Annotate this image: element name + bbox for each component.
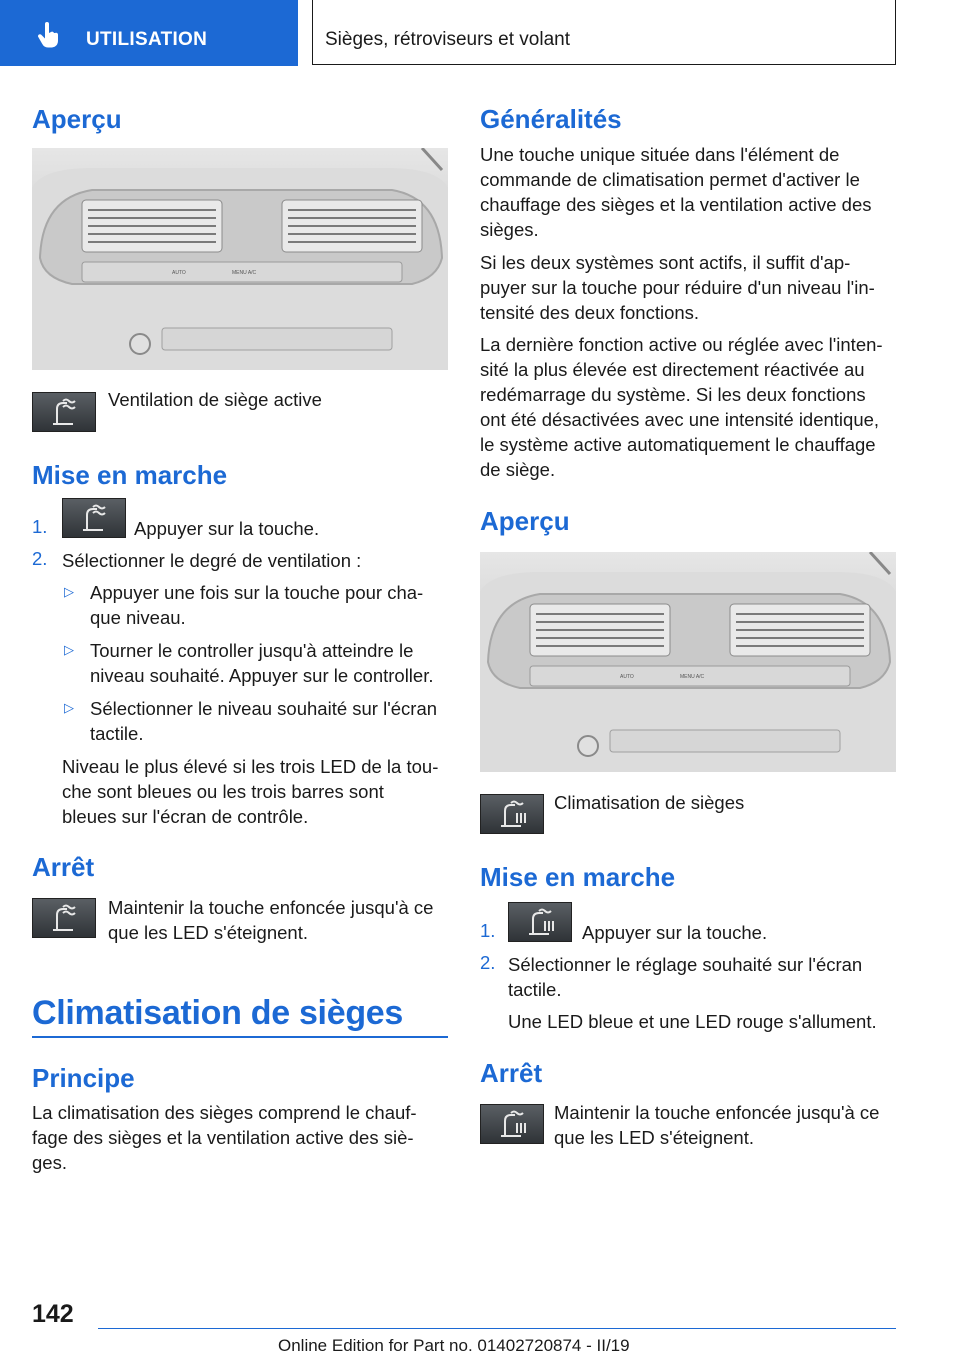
heading-arret-right: Arrêt [480, 1058, 543, 1088]
step2-text-right: Sélectionner le réglage souhaité sur l'écran tactile. [508, 954, 863, 1000]
step2-note-right: Une LED bleue et une LED rouge s'allument. [508, 1011, 877, 1032]
section-rule [32, 1036, 448, 1038]
bullet2-text: Tourner le controller jusqu'à atteindre le niveau souhaité. Appuyer sur le controller. [90, 640, 434, 686]
heading-mise-en-marche-left: Mise en marche [32, 460, 228, 490]
generalites-p1: Une touche unique située dans l'élément de commande de climatisation permet d'activer le chauffage des sièges et la ventilation active des sièges. [480, 144, 872, 240]
step2-text: Sélectionner le degré de ventilation : [62, 550, 362, 571]
footer-rule [98, 1328, 896, 1329]
seat-ventilation-icon [62, 498, 126, 538]
dashboard-photo-right [480, 552, 896, 772]
seat-ventilation-icon [32, 392, 96, 432]
chapter-label: Sièges, rétroviseurs et volant [325, 29, 571, 50]
arret-text-left: Maintenir la touche enfoncée jusqu'à ce que les LED s'éteignent. [108, 897, 434, 943]
triangle-bullet-icon: ▷ [64, 584, 74, 599]
section-label: UTILISATION [86, 29, 208, 50]
step-number: 2. [32, 548, 48, 569]
step1-text: Appuyer sur la touche. [134, 518, 320, 539]
bullet3-text: Sélectionner le niveau souhaité sur l'écran tactile. [90, 698, 438, 744]
photo-button-auto: AUTO [620, 674, 634, 680]
step-number: 2. [480, 952, 496, 973]
arret-text-right: Maintenir la touche enfoncée jusqu'à ce que les LED s'éteignent. [554, 1102, 880, 1148]
dashboard-illustration [480, 552, 896, 772]
chapter-tab [312, 0, 896, 65]
step1-text-right: Appuyer sur la touche. [582, 922, 768, 943]
dashboard-illustration [32, 148, 448, 370]
dashboard-photo-left [32, 148, 448, 370]
step-number: 1. [480, 920, 496, 941]
level-note: Niveau le plus élevé si les trois LED de la tou‐ che sont bleues ou les trois barres sont bleues sur l'écran de contrôle. [62, 756, 439, 827]
heading-mise-en-marche-right: Mise en marche [480, 862, 676, 892]
step-number: 1. [32, 516, 48, 537]
seat-ventilation-icon [32, 898, 96, 938]
caption-ventilation: Ventilation de siège active [108, 389, 322, 410]
principe-text: La climatisation des sièges comprend le chauf‐ fage des sièges et la ventilation active des siè‐ ges. [32, 1102, 417, 1173]
seat-climate-icon [480, 1104, 544, 1144]
photo-button-menu: MENU A/C [680, 674, 705, 680]
heading-apercu-right: Aperçu [480, 506, 570, 536]
seat-climate-icon [480, 794, 544, 834]
generalites-p2: Si les deux systèmes sont actifs, il suffit d'ap‐ puyer sur la touche pour réduire d'un niveau l'in‐ tensité des deux fonctions. [480, 252, 875, 323]
generalites-p3: La dernière fonction active ou réglée avec l'inten‐ sité la plus élevée est directement réactivée au redémarrage du système. Si les deux fonctions ont été désactivées avec une intensité identique, le système active automatiquement le chauffage de siège. [480, 334, 883, 480]
section-tab[interactable] [0, 0, 298, 66]
page-number: 142 [32, 1300, 74, 1328]
seat-climate-icon [508, 902, 572, 942]
heading-principe: Principe [32, 1063, 135, 1093]
heading-climatisation: Climatisation de sièges [32, 994, 404, 1032]
triangle-bullet-icon: ▷ [64, 700, 74, 715]
photo-button-auto: AUTO [172, 270, 186, 276]
heading-generalites: Généralités [480, 104, 622, 134]
caption-climatisation: Climatisation de sièges [554, 792, 745, 813]
heading-arret-left: Arrêt [32, 852, 95, 882]
heading-apercu-left: Aperçu [32, 104, 122, 134]
bullet1-text: Appuyer une fois sur la touche pour cha‐ que niveau. [90, 582, 424, 628]
triangle-bullet-icon: ▷ [64, 642, 74, 657]
photo-button-menu: MENU A/C [232, 270, 257, 276]
footer-edition: Online Edition for Part no. 01402720874 - II/19 [278, 1336, 630, 1355]
page-header [0, 0, 960, 66]
hand-pointer-icon [34, 20, 64, 50]
